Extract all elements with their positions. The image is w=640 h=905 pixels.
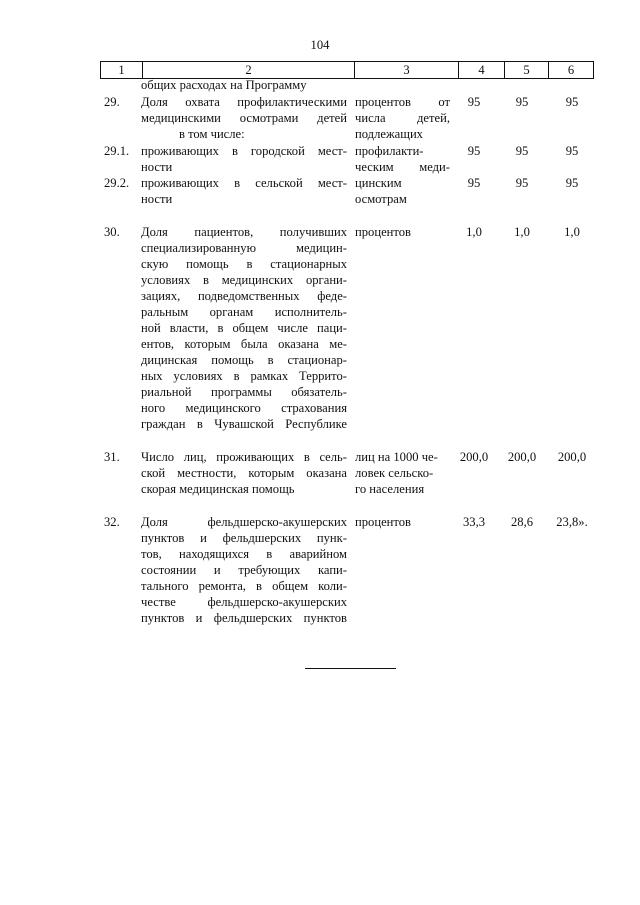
value-col-6: 1,0: [564, 225, 580, 239]
value-col-4: 95: [467, 176, 481, 190]
value-col-4: 1,0: [466, 225, 482, 239]
value-col-4: 95: [467, 95, 481, 109]
unit-text-line: процентов: [355, 225, 411, 239]
row-number: 30.: [104, 225, 120, 239]
indicator-text-line: ности: [141, 160, 173, 174]
indicator-text-line: ного медицинского страхования: [141, 401, 347, 415]
value-col-6: 95: [565, 95, 579, 109]
indicator-text-line: Доля пациентов, получивших: [141, 225, 347, 239]
indicator-text-line: зациях, подведомственных феде-: [141, 289, 347, 303]
indicator-text-line: ской местности, которым оказана: [141, 466, 347, 480]
value-col-4: 95: [467, 144, 481, 158]
indicator-text-line: честве фельдшерско-акушерских: [141, 595, 347, 609]
value-col-5: 95: [515, 176, 529, 190]
page-number: 104: [310, 38, 330, 52]
indicator-text-line: ральным органам исполнитель-: [141, 305, 347, 319]
unit-text-line: лиц на 1000 че-: [355, 450, 438, 464]
value-col-6: 23,8».: [556, 515, 588, 529]
unit-text-line: осмотрам: [355, 192, 407, 206]
unit-text-line: подлежащих: [355, 127, 423, 141]
indicator-text-line: пунктов и фельдшерских пунк-: [141, 531, 347, 545]
value-col-4: 200,0: [459, 450, 489, 464]
unit-text-line: ловек сельско-: [355, 466, 434, 480]
indicator-text-line: состоянии и требующих капи-: [141, 563, 347, 577]
indicator-text-line: пунктов и фельдшерских пунктов: [141, 611, 347, 625]
column-header-1: 1: [100, 62, 142, 78]
row-number: 29.: [104, 95, 120, 109]
column-header-6: 6: [548, 62, 594, 78]
unit-text-line: процентов от: [355, 95, 450, 109]
indicator-text-line: граждан в Чувашской Республике: [141, 417, 347, 431]
unit-text-line: го населения: [355, 482, 425, 496]
column-header-4: 4: [458, 62, 504, 78]
value-col-5: 28,6: [510, 515, 534, 529]
continuation-text: общих расходах на Программу: [141, 78, 307, 92]
column-header-3: 3: [354, 62, 458, 78]
indicator-text-line: проживающих в городской мест-: [141, 144, 347, 158]
indicator-text-line: проживающих в сельской мест-: [141, 176, 347, 190]
column-header-5: 5: [504, 62, 548, 78]
row-number: 32.: [104, 515, 120, 529]
value-col-6: 95: [565, 176, 579, 190]
indicator-text-line: дицинская помощь в стационар-: [141, 353, 347, 367]
indicator-text-line: тов, находящихся в аварийном: [141, 547, 347, 561]
indicator-text-line: тального ремонта, в общем коли-: [141, 579, 347, 593]
value-col-4: 33,3: [462, 515, 486, 529]
column-header-2: 2: [142, 62, 354, 78]
indicator-text-line: Доля фельдшерско-акушерских: [141, 515, 347, 529]
indicator-text-line: условиях в медицинских органи-: [141, 273, 347, 287]
value-col-6: 95: [565, 144, 579, 158]
indicator-text-line: медицинскими осмотрами детей: [141, 111, 347, 125]
unit-text-line: профилакти-: [355, 144, 424, 158]
unit-text-line: процентов: [355, 515, 411, 529]
row-number: 31.: [104, 450, 120, 464]
value-col-5: 1,0: [514, 225, 530, 239]
footer-separator-line: [305, 668, 396, 669]
indicator-text-line: Доля охвата профилактическими: [141, 95, 347, 109]
indicator-text-line: специализированную медицин-: [141, 241, 347, 255]
indicator-text-line: Число лиц, проживающих в сель-: [141, 450, 347, 464]
indicator-text-line: ных условиях в рамках Террито-: [141, 369, 347, 383]
value-col-5: 95: [515, 95, 529, 109]
unit-text-line: ческим меди-: [355, 160, 450, 174]
indicator-text-line: скую помощь в стационарных: [141, 257, 347, 271]
row-number: 29.2.: [104, 176, 130, 190]
indicator-text-line: в том числе:: [179, 127, 245, 141]
value-col-5: 200,0: [507, 450, 537, 464]
indicator-text-line: скорая медицинская помощь: [141, 482, 295, 496]
row-number: 29.1.: [104, 144, 130, 158]
indicator-text-line: ной власти, в общем числе паци-: [141, 321, 347, 335]
indicator-text-line: риальной программы обязатель-: [141, 385, 347, 399]
value-col-5: 95: [515, 144, 529, 158]
value-col-6: 200,0: [557, 450, 587, 464]
indicator-text-line: ности: [141, 192, 173, 206]
unit-text-line: цинским: [355, 176, 402, 190]
unit-text-line: числа детей,: [355, 111, 450, 125]
indicator-text-line: ентов, которым была оказана ме-: [141, 337, 347, 351]
